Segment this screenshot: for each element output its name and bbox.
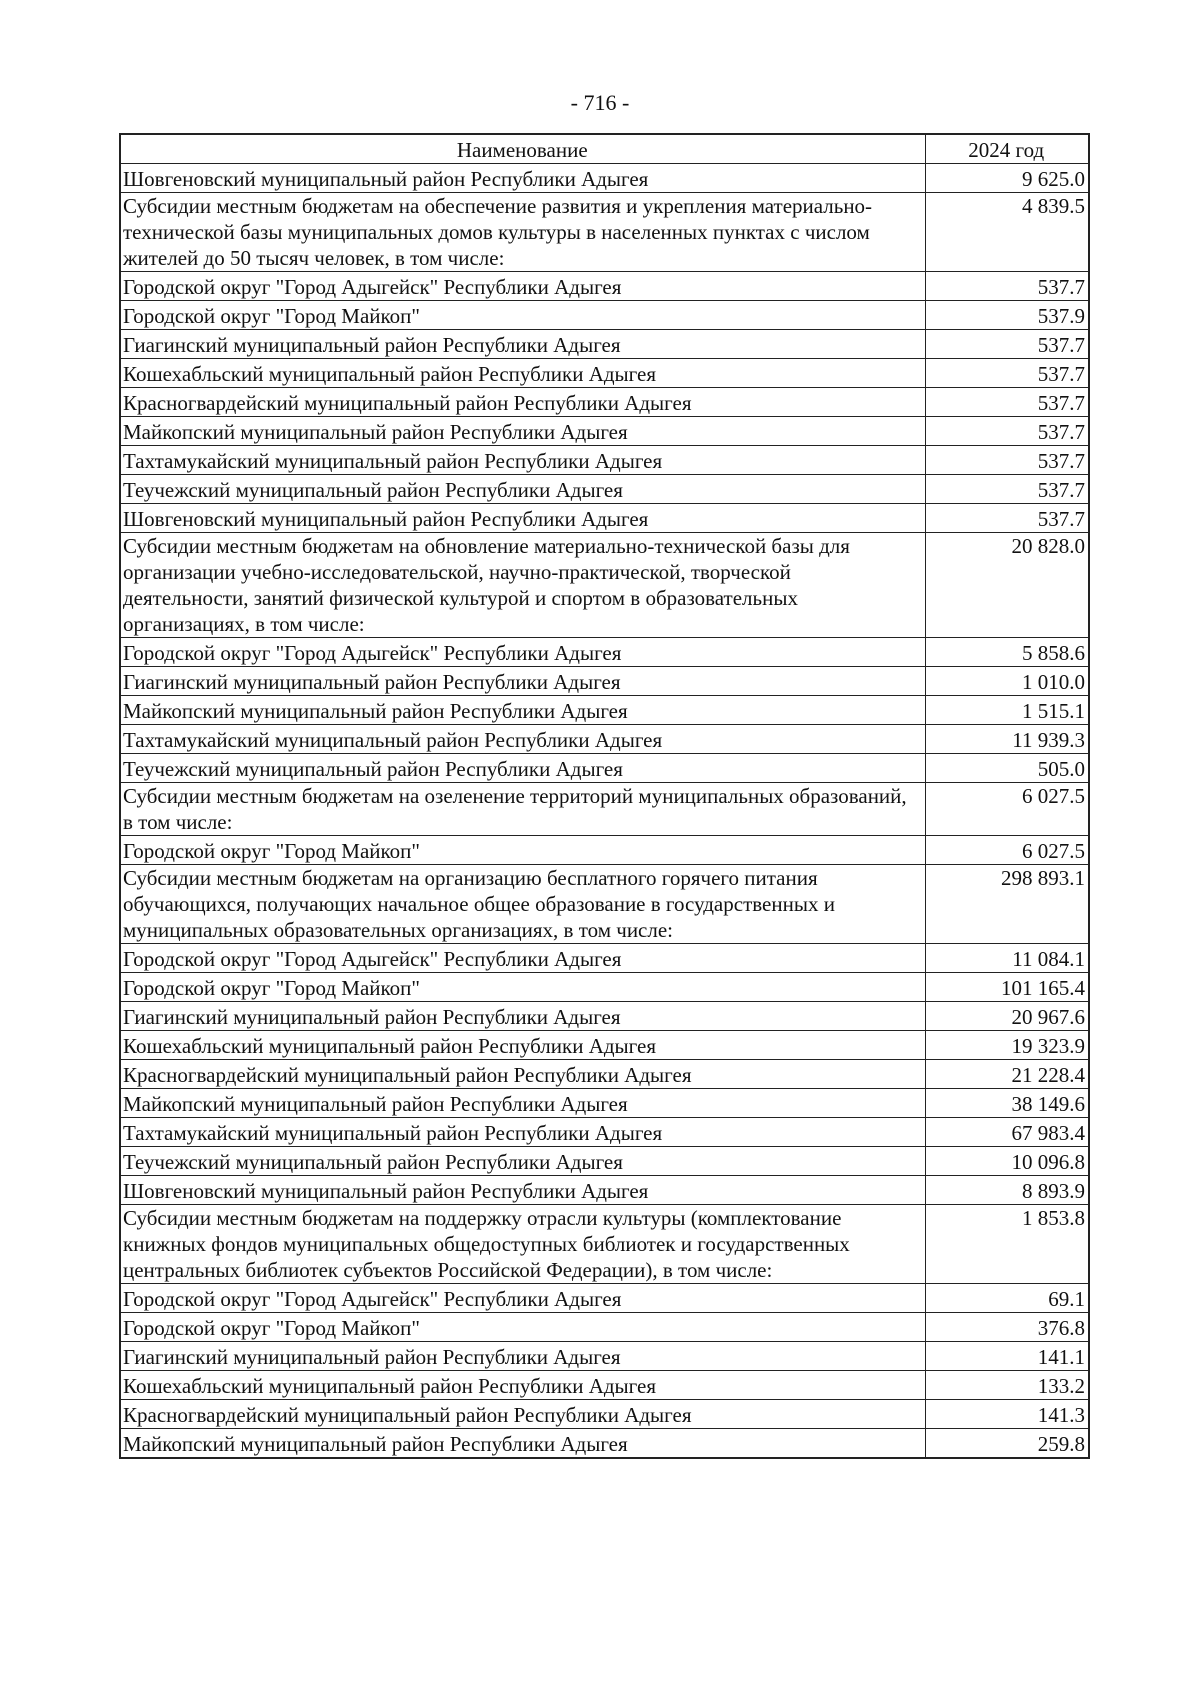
- row-value-cell: 141.1: [925, 1342, 1089, 1371]
- row-name-cell: Субсидии местным бюджетам на озеленение территорий муниципальных образований, в том числе:: [120, 783, 925, 836]
- row-name-cell: Красногвардейский муниципальный район Республики Адыгея: [120, 1400, 925, 1429]
- row-name-cell: Кошехабльский муниципальный район Республики Адыгея: [120, 359, 925, 388]
- table-row: [120, 417, 1089, 446]
- row-name-cell: Городской округ "Город Майкоп": [120, 836, 925, 865]
- row-value-cell: 4 839.5: [925, 193, 1089, 272]
- row-name-cell: Майкопский муниципальный район Республики Адыгея: [120, 696, 925, 725]
- table-row: [120, 446, 1089, 475]
- row-name-cell: Городской округ "Город Адыгейск" Республики Адыгея: [120, 944, 925, 973]
- row-name-cell: Субсидии местным бюджетам на обновление материально-технической базы для организации учебно-исследовательской, научно-практической, творческой деятельности, занятий физической культурой и спортом в образовательных организациях, в том числе:: [120, 533, 925, 638]
- row-name-cell: Майкопский муниципальный район Республики Адыгея: [120, 1429, 925, 1459]
- table-row: [120, 388, 1089, 417]
- row-value-cell: 537.7: [925, 446, 1089, 475]
- table-row: [120, 1342, 1089, 1371]
- row-value-cell: 6 027.5: [925, 783, 1089, 836]
- row-value-cell: 21 228.4: [925, 1060, 1089, 1089]
- row-name-cell: Городской округ "Город Майкоп": [120, 973, 925, 1002]
- table-row: [120, 1371, 1089, 1400]
- row-value-cell: 101 165.4: [925, 973, 1089, 1002]
- row-name-cell: Городской округ "Город Майкоп": [120, 1313, 925, 1342]
- row-value-cell: 6 027.5: [925, 836, 1089, 865]
- table-row: [120, 1205, 1089, 1284]
- row-name-cell: Майкопский муниципальный район Республики Адыгея: [120, 1089, 925, 1118]
- row-name-cell: Красногвардейский муниципальный район Республики Адыгея: [120, 388, 925, 417]
- row-value-cell: 537.7: [925, 359, 1089, 388]
- table-row: [120, 1284, 1089, 1313]
- table-row: [120, 475, 1089, 504]
- row-name-cell: Красногвардейский муниципальный район Республики Адыгея: [120, 1060, 925, 1089]
- column-header-year: 2024 год: [925, 134, 1089, 164]
- table-row: [120, 754, 1089, 783]
- table-row: [120, 1118, 1089, 1147]
- column-header-name: Наименование: [120, 134, 925, 164]
- table-header-row: [120, 134, 1089, 164]
- table-row: [120, 973, 1089, 1002]
- table-row: [120, 533, 1089, 638]
- table-row: [120, 301, 1089, 330]
- row-name-cell: Городской округ "Город Адыгейск" Республики Адыгея: [120, 1284, 925, 1313]
- table-row: [120, 1429, 1089, 1459]
- table-row: [120, 330, 1089, 359]
- row-name-cell: Кошехабльский муниципальный район Республики Адыгея: [120, 1031, 925, 1060]
- row-name-cell: Гиагинский муниципальный район Республики Адыгея: [120, 667, 925, 696]
- table-row: [120, 865, 1089, 944]
- row-name-cell: Субсидии местным бюджетам на поддержку отрасли культуры (комплектование книжных фондов муниципальных общедоступных библиотек и государственных центральных библиотек субъектов Российской Федерации), в том числе:: [120, 1205, 925, 1284]
- table-row: [120, 638, 1089, 667]
- row-value-cell: 537.7: [925, 330, 1089, 359]
- row-value-cell: 537.9: [925, 301, 1089, 330]
- row-value-cell: 20 967.6: [925, 1002, 1089, 1031]
- table-row: [120, 193, 1089, 272]
- row-name-cell: Гиагинский муниципальный район Республики Адыгея: [120, 1002, 925, 1031]
- row-value-cell: 1 010.0: [925, 667, 1089, 696]
- row-value-cell: 298 893.1: [925, 865, 1089, 944]
- row-value-cell: 9 625.0: [925, 164, 1089, 193]
- row-name-cell: Шовгеновский муниципальный район Республики Адыгея: [120, 164, 925, 193]
- table-row: [120, 1002, 1089, 1031]
- row-value-cell: 20 828.0: [925, 533, 1089, 638]
- row-name-cell: Субсидии местным бюджетам на обеспечение развития и укрепления материально-технической базы муниципальных домов культуры в населенных пунктах с числом жителей до 50 тысяч человек, в том числе:: [120, 193, 925, 272]
- table-row: [120, 725, 1089, 754]
- row-name-cell: Теучежский муниципальный район Республики Адыгея: [120, 475, 925, 504]
- table-row: [120, 696, 1089, 725]
- table-row: [120, 783, 1089, 836]
- row-value-cell: 67 983.4: [925, 1118, 1089, 1147]
- table-row: [120, 1060, 1089, 1089]
- row-name-cell: Гиагинский муниципальный район Республики Адыгея: [120, 1342, 925, 1371]
- row-value-cell: 259.8: [925, 1429, 1089, 1459]
- table-row: [120, 1400, 1089, 1429]
- row-value-cell: 1 515.1: [925, 696, 1089, 725]
- row-value-cell: 537.7: [925, 417, 1089, 446]
- row-name-cell: Тахтамукайский муниципальный район Республики Адыгея: [120, 1118, 925, 1147]
- row-value-cell: 11 084.1: [925, 944, 1089, 973]
- table-row: [120, 944, 1089, 973]
- table-row: [120, 1313, 1089, 1342]
- row-value-cell: 1 853.8: [925, 1205, 1089, 1284]
- table-row: [120, 667, 1089, 696]
- table-body: [120, 164, 1089, 1459]
- row-value-cell: 69.1: [925, 1284, 1089, 1313]
- row-name-cell: Теучежский муниципальный район Республики Адыгея: [120, 754, 925, 783]
- row-value-cell: 141.3: [925, 1400, 1089, 1429]
- table-row: [120, 1176, 1089, 1205]
- row-value-cell: 537.7: [925, 388, 1089, 417]
- row-value-cell: 537.7: [925, 272, 1089, 301]
- table-row: [120, 272, 1089, 301]
- row-value-cell: 5 858.6: [925, 638, 1089, 667]
- table-row: [120, 836, 1089, 865]
- row-value-cell: 10 096.8: [925, 1147, 1089, 1176]
- table-row: [120, 164, 1089, 193]
- row-name-cell: Теучежский муниципальный район Республики Адыгея: [120, 1147, 925, 1176]
- row-value-cell: 133.2: [925, 1371, 1089, 1400]
- row-value-cell: 505.0: [925, 754, 1089, 783]
- row-name-cell: Городской округ "Город Адыгейск" Республики Адыгея: [120, 638, 925, 667]
- row-value-cell: 537.7: [925, 504, 1089, 533]
- row-name-cell: Субсидии местным бюджетам на организацию бесплатного горячего питания обучающихся, получающих начальное общее образование в государственных и муниципальных образовательных организациях, в том числе:: [120, 865, 925, 944]
- table-row: [120, 359, 1089, 388]
- row-name-cell: Тахтамукайский муниципальный район Республики Адыгея: [120, 446, 925, 475]
- row-value-cell: 8 893.9: [925, 1176, 1089, 1205]
- row-name-cell: Гиагинский муниципальный район Республики Адыгея: [120, 330, 925, 359]
- row-name-cell: Городской округ "Город Майкоп": [120, 301, 925, 330]
- table-row: [120, 1031, 1089, 1060]
- table-row: [120, 1147, 1089, 1176]
- row-name-cell: Городской округ "Город Адыгейск" Республики Адыгея: [120, 272, 925, 301]
- table-row: [120, 1089, 1089, 1118]
- row-value-cell: 537.7: [925, 475, 1089, 504]
- row-name-cell: Тахтамукайский муниципальный район Республики Адыгея: [120, 725, 925, 754]
- budget-table: [119, 133, 1090, 1459]
- row-name-cell: Шовгеновский муниципальный район Республики Адыгея: [120, 1176, 925, 1205]
- row-value-cell: 11 939.3: [925, 725, 1089, 754]
- row-value-cell: 19 323.9: [925, 1031, 1089, 1060]
- row-value-cell: 38 149.6: [925, 1089, 1089, 1118]
- row-name-cell: Кошехабльский муниципальный район Республики Адыгея: [120, 1371, 925, 1400]
- page-number: - 716 -: [570, 90, 630, 115]
- row-name-cell: Майкопский муниципальный район Республики Адыгея: [120, 417, 925, 446]
- table-row: [120, 504, 1089, 533]
- row-value-cell: 376.8: [925, 1313, 1089, 1342]
- row-name-cell: Шовгеновский муниципальный район Республики Адыгея: [120, 504, 925, 533]
